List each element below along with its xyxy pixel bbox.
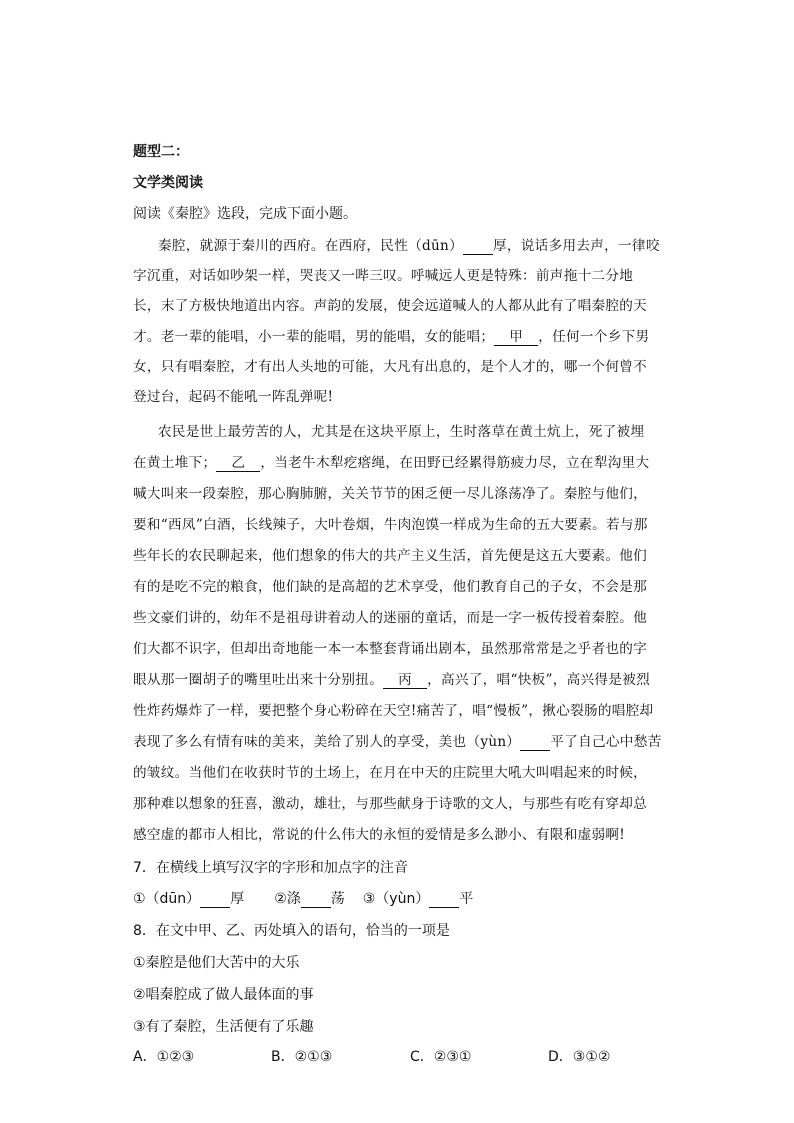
passage-line: 性炸药爆炸了一样，要把整个身心粉碎在天空!痛苦了，唱“慢板”，揪心裂肠的唱腔却 [133, 703, 654, 719]
passage-line: 感空虚的都市人相比，常说的什么伟大的永恒的爱情是多么渺小、有限和虚弱啊! [133, 827, 626, 843]
passage-line: 些年长的农民聊起来，他们想象的伟大的共产主义生活，首先便是这五大要素。他们 [133, 548, 648, 564]
passage-line: 的皱纹。当他们在收获时节的土场上，在月在中天的庄院里大吼大叫唱起来的时候， [133, 765, 648, 781]
option-b[interactable]: B．②①③ [271, 1049, 333, 1065]
passage-line: 表现了多么有情有味的美来，美给了别人的享受，美也（yùn） 平了自己心中愁苦 [133, 734, 662, 750]
answer-blank [463, 238, 493, 255]
passage-line: 有的是吃不完的粮食，他们缺的是高超的艺术享受，他们教育自己的子女，不会是那 [133, 579, 648, 595]
passage-line: 在黄土堆下； 乙 ，当老牛木犁疙瘩绳，在田野已经累得筋疲力尽，立在犁沟里大 [133, 451, 649, 472]
option-c[interactable]: C．②③① [410, 1049, 472, 1065]
category-heading: 文学类阅读 [133, 175, 203, 191]
question-7-stem: 7．在横线上填写汉字的字形和加点字的注音 [133, 860, 408, 876]
q8-sentence-1: ①秦腔是他们大苦中的大乐 [133, 955, 300, 971]
passage-line: 眼从那一圈胡子的嘴里吐出来十分别扭。 丙 ，高兴了，唱“快板”，高兴得是被烈 [133, 668, 650, 689]
question-7-items [133, 888, 473, 908]
passage-line: 长，末了方极快地道出内容。声韵的发展，使会远道喊人的人都从此有了唱秦腔的天 [133, 298, 648, 314]
passage-line: 秦腔，就源于秦川的西府。在西府，民性（dūn） 厚，说话多用去声，一律咬 [158, 238, 660, 254]
question-8-stem: 8．在文中甲、乙、丙处填入的语句，恰当的一项是 [133, 923, 450, 939]
passage-line: 字沉重，对话如吵架一样，哭丧又一哔三叹。呼喊远人更是特殊：前声拖十二分地 [133, 268, 634, 284]
passage-line: 女，只有唱秦腔，才有出人头地的可能，大凡有出息的，是个人才的，哪一个何曾不 [133, 359, 648, 375]
answer-blank-jia: 甲 [494, 325, 538, 346]
q7-item-2: ②涤 荡 [274, 891, 345, 907]
option-d[interactable]: D．③①② [548, 1049, 611, 1065]
passage-line: 那种难以想象的狂喜，激动，雄壮，与那些献身于诗歌的文人，与那些有吃有穿却总 [133, 796, 648, 812]
q7-item-3: ③（yùn） 平 [362, 891, 474, 907]
answer-blank [200, 891, 230, 908]
passage-line: 农民是世上最劳苦的人，尤其是在这块平原上，生时落草在黄土炕上，死了被埋 [158, 424, 645, 440]
passage-line: 喊大叫来一段秦腔，那心胸肺腑，关关节节的困乏便一尽儿涤荡净了。秦腔与他们， [133, 486, 648, 502]
answer-blank-bing: 丙 [383, 668, 427, 689]
q8-options [133, 1046, 653, 1066]
option-a[interactable]: A．①②③ [133, 1049, 195, 1065]
passage-line: 些文豪们讲的，幼年不是祖母讲着动人的迷丽的童话，而是一字一板传授着秦腔。他 [133, 610, 648, 626]
q8-sentence-3: ③有了秦腔，生活便有了乐趣 [133, 1019, 314, 1035]
answer-blank [429, 891, 459, 908]
passage-line: 们大都不识字，但却出奇地能一本一本整套背诵出剧本，虽然那常常是之乎者也的字 [133, 641, 648, 657]
passage-line: 登过台，起码不能吼一阵乱弹呢! [133, 389, 334, 405]
q8-sentence-2: ②唱秦腔成了做人最体面的事 [133, 987, 314, 1003]
section-heading: 题型二： [133, 144, 189, 160]
answer-blank [301, 891, 331, 908]
passage-line: 才。老一辈的能唱，小一辈的能唱，男的能唱，女的能唱； 甲 ，任何一个乡下男 [133, 325, 649, 346]
passage-line: 要和“西凤”白酒，长线辣子，大叶卷烟，牛肉泡馍一样成为生命的五大要素。若与那 [133, 517, 648, 533]
answer-blank-yi: 乙 [216, 451, 260, 472]
answer-blank [520, 734, 550, 751]
instruction-text: 阅读《秦腔》选段，完成下面小题。 [133, 206, 357, 222]
q7-item-1: ①（dūn） 厚 [133, 891, 245, 907]
